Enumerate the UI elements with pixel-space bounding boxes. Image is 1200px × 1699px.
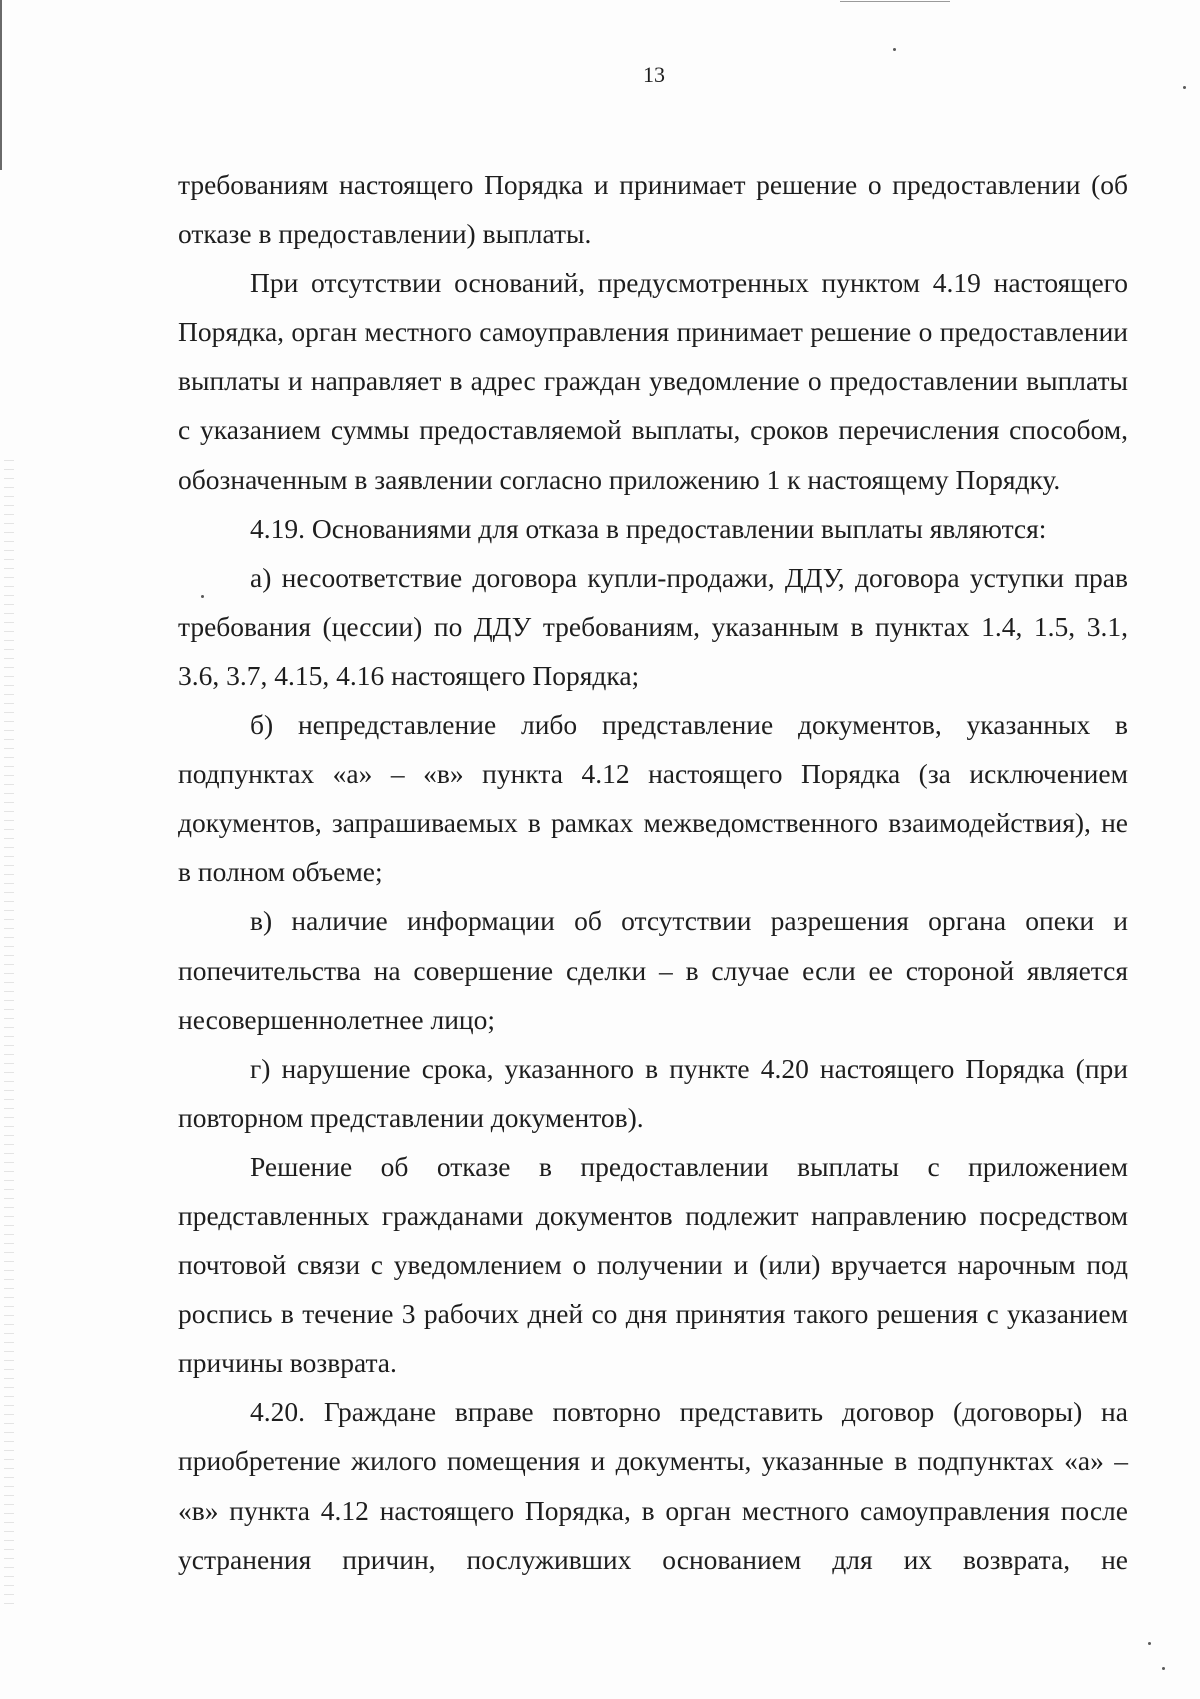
paragraph-continuation: требованиям настоящего Порядка и принимает решение о предоставлении (об отказе в предоставлении) выплаты. bbox=[178, 169, 1128, 250]
paragraph-decision-granted: При отсутствии оснований, предусмотренных пунктом 4.19 настоящего Порядка, орган местного самоуправления принимает решение о предоставлении выплаты и направляет в адрес граждан уведомление о предоставлении выплаты с указанием суммы предоставляемой выплаты, сроков перечисления способом, обозначенным в заявлении согласно приложению 1 к настоящему Порядку. bbox=[178, 267, 1128, 495]
page-number: 13 bbox=[643, 62, 665, 87]
document-body bbox=[178, 160, 1128, 1584]
scan-speck bbox=[1162, 1667, 1165, 1670]
paragraph-4-19-heading: 4.19. Основаниями для отказа в предоставлении выплаты являются: bbox=[250, 512, 1047, 544]
paragraph-item-v: в) наличие информации об отсутствии разрешения органа опеки и попечительства на совершение сделки – в случае если ее стороной является несовершеннолетнее лицо; bbox=[178, 905, 1128, 1035]
paragraph-item-g: г) нарушение срока, указанного в пункте 4.20 настоящего Порядка (при повторном представлении документов). bbox=[178, 1052, 1128, 1133]
paragraph-refusal-decision: Решение об отказе в предоставлении выплаты с приложением представленных гражданами документов подлежит направлению посредством почтовой связи с уведомлением о получении и (или) вручается нарочным под роспись в течение 3 рабочих дней со дня принятия такого решения с указанием причины возврата. bbox=[178, 1150, 1128, 1379]
paragraph-item-b: б) непредставление либо представление документов, указанных в подпунктах «а» – «в» пункта 4.12 настоящего Порядка (за исключением документов, запрашиваемых в рамках межведомственного взаимодействия), не в полном объеме; bbox=[178, 709, 1128, 888]
scan-noise bbox=[4, 460, 14, 1610]
scan-speck bbox=[893, 48, 896, 51]
paragraph-item-a: а) несоответствие договора купли-продажи, ДДУ, договора уступки прав требования (цессии) по ДДУ требованиям, указанным в пунктах 1.4, 1.5, 3.1, 3.6, 3.7, 4.15, 4.16 настоящего Порядка; bbox=[178, 561, 1128, 691]
scan-top-mark bbox=[840, 1, 950, 2]
scan-speck bbox=[1148, 1642, 1151, 1645]
paragraph-4-20: 4.20. Граждане вправе повторно представить договор (договоры) на приобретение жилого помещения и документы, указанные в подпунктах «а» – «в» пункта 4.12 настоящего Порядка, в орган местного самоуправления после устранения причин, послуживших основанием для их возврата, не bbox=[178, 1396, 1128, 1575]
